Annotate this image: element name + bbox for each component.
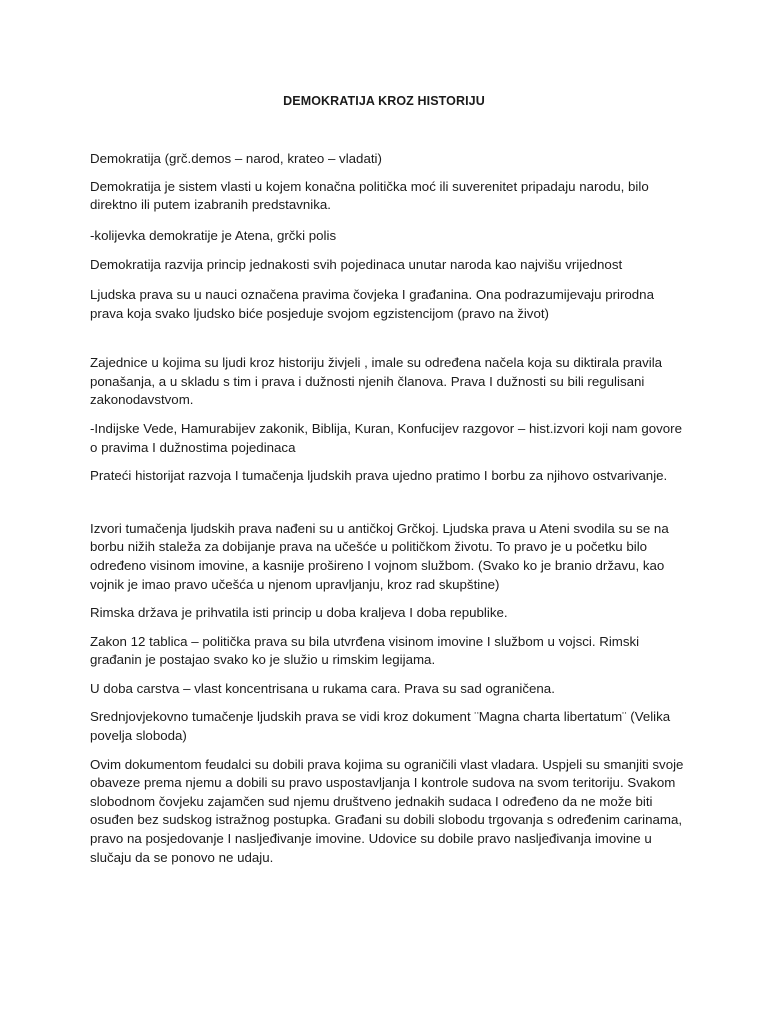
paragraph-equality-principle: Demokratija razvija princip jednakosti svih pojedinaca unutar naroda kao najvišu vrijednost	[90, 257, 623, 273]
paragraph-human-rights: Ljudska prava su u nauci označena pravima čovjeka I građanina. Ona podrazumijevaju prirodna prava koja svako ljudsko biće posjeduje svojom egzistencijom (pravo na život)	[90, 286, 654, 321]
paragraph-communities: Zajednice u kojima su ljudi kroz historiju živjeli , imale su određena načela koja su diktirala pravila ponašanja, a u skladu s tim i prava i dužnosti njenih članova. Prava I dužnosti su bili regulisani zakonodavstvom.	[90, 355, 663, 408]
paragraph-roman-state: Rimska država je prihvatila isti princip u doba kraljeva I doba republike.	[90, 605, 508, 621]
paragraph-ancient-greece: Izvori tumačenja ljudskih prava nađeni su u antičkoj Grčkoj. Ljudska prava u Ateni svodila su se na borbu nižih staleža za dobijanje prava na učešće u političkom životu. To pravo je u početku bilo određeno visinom imovine, a kasnije prošireno I vojnom službom. (Svako ko je branio državu, kao vojnik je imao pravo učešća u njenom upravljanju, kroz rad skupštine)	[90, 520, 669, 592]
paragraph-struggle: Prateći historijat razvoja I tumačenja ljudskih prava ujedno pratimo I borbu za njihovo ostvarivanje.	[90, 468, 668, 484]
paragraph-feudal-rights: Ovim dokumentom feudalci su dobili prava kojima su ograničili vlast vladara. Uspjeli su smanjiti svoje obaveze prema njemu a dobili su pravo uspostavljanja I kontrole sudova na svom teritoriju. Svakom slobodnom čovjeku zajamčen sud njemu društveno jednakih sudaca I određeno da ne može biti osuđen bez sudskog istražnog postupka. Građani su dobili slobodu trgovanja s određenim carinama, pravo na posjedovanje I nasljeđivanje imovine. Udovice su dobile pravo nasljeđivanja imovine u slučaju da se ponovo ne udaju.	[90, 756, 684, 865]
paragraph-empire: U doba carstva – vlast koncentrisana u rukama cara. Prava su sad ograničena.	[90, 680, 555, 696]
paragraph-magna-carta: Srednjovjekovno tumačenje ljudskih prava se vidi kroz dokument ¨Magna charta libertatum¨ (Velika povelja sloboda)	[90, 709, 671, 744]
document-body	[90, 150, 690, 867]
paragraph-historical-sources: -Indijske Vede, Hamurabijev zakonik, Biblija, Kuran, Konfucijev razgovor – hist.izvori koji nam govore o pravima I dužnostima pojedinaca	[90, 420, 682, 455]
document-title: DEMOKRATIJA KROZ HISTORIJU	[283, 94, 485, 108]
paragraph-definition: Demokratija (grč.demos – narod, krateo – vladati)	[90, 151, 382, 166]
paragraph-democracy-system: Demokratija je sistem vlasti u kojem konačna politička moć ili suverenitet pripadaju narodu, bilo direktno ili putem izabranih predstavnika.	[90, 178, 649, 213]
paragraph-athens-cradle: -kolijevka demokratije je Atena, grčki polis	[90, 227, 337, 243]
paragraph-twelve-tables: Zakon 12 tablica – politička prava su bila utvrđena visinom imovine I službom u vojsci. Rimski građanin je postajao svako ko je služio u rimskim legijama.	[90, 633, 640, 668]
